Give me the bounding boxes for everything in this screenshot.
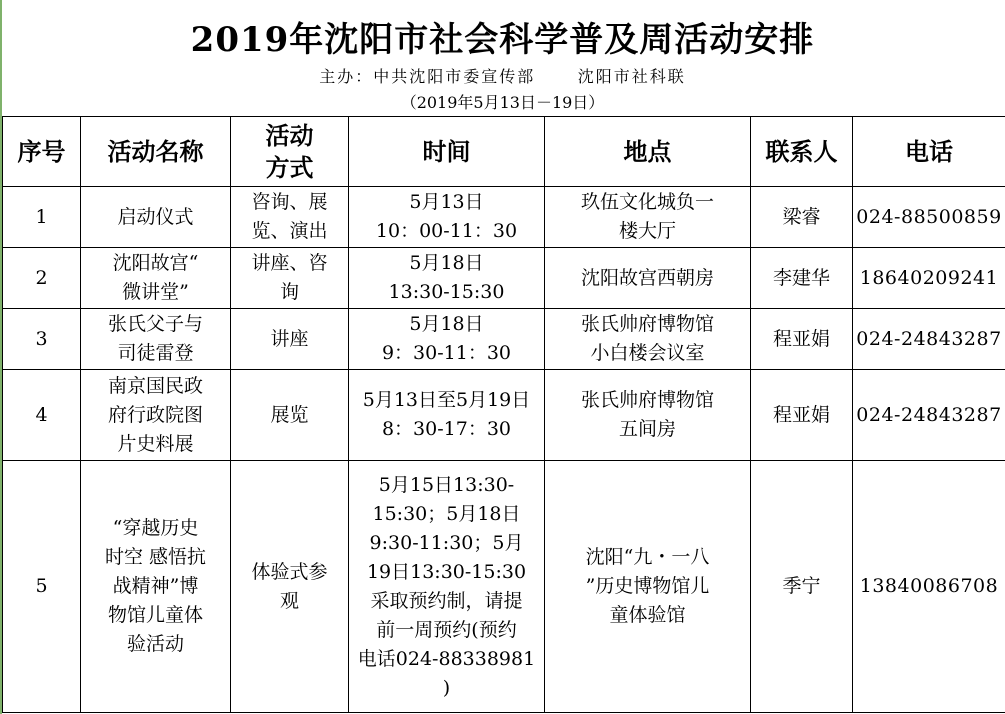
table-row [3,187,1005,248]
organizer-line: 主办：中共沈阳市委宣传部 沈阳市社科联 [319,67,686,86]
cell-place [545,370,751,461]
cell-name [81,248,231,309]
cell-line: 5月13日 [409,191,484,213]
header-mode-line: 活动 [265,120,314,150]
cell-time [349,461,545,713]
cell-line: 童体验馆 [609,604,686,626]
cell-line: 讲座、咨 [251,252,328,274]
cell-line: 物馆儿童体 [107,604,203,626]
header-time: 时间 [349,117,545,187]
cell-place [545,461,751,713]
header-phone: 电话 [853,117,1005,187]
cell-line: 5月15日13:30- [378,473,515,496]
cell-contact: 季宁 [751,461,853,713]
cell-line: 询 [279,281,299,303]
cell-place [545,187,751,248]
cell-line: 19日13:30-15:30 [366,560,527,583]
table-row [3,309,1005,370]
cell-line: 8：30-17：30 [381,418,512,440]
header-mode-line: 方式 [265,152,314,182]
cell-line: 讲座 [270,327,309,350]
header-row [3,117,1005,187]
cell-no: 1 [3,187,81,248]
cell-line: 览、演出 [251,220,328,242]
cell-line: 府行政院图 [107,403,203,426]
cell-place [545,309,751,370]
cell-line: 9:30-11:30；5月 [369,531,524,554]
cell-line: 张氏帅府博物馆 [580,389,714,411]
cell-time [349,187,545,248]
cell-line: 张氏帅府博物馆 [580,313,714,335]
cell-line: 楼大厅 [618,220,676,242]
cell-line: 沈阳故宫西朝房 [580,266,714,289]
cell-line: ”历史博物馆儿 [585,575,710,597]
schedule-table [2,116,1005,713]
cell-time [349,248,545,309]
cell-line: 沈阳故宫“ [112,252,199,274]
page-title: 2019年沈阳市社会科学普及周活动安排 [190,20,815,60]
cell-line: 10：00-11：30 [375,220,518,242]
cell-line: 司徒雷登 [117,342,194,364]
cell-name [81,187,231,248]
cell-line: 5月13日至5月19日 [362,389,531,411]
cell-no: 2 [3,248,81,309]
cell-time [349,370,545,461]
cell-line: 五间房 [618,418,676,440]
cell-no: 5 [3,461,81,713]
cell-line: 电话024-88338981 [357,647,536,670]
header-mode [231,117,349,187]
cell-line: 咨询、展 [251,191,328,213]
cell-line: 9：30-11：30 [381,342,512,364]
cell-line: 小白楼会议室 [590,342,705,364]
cell-contact: 程亚娟 [751,309,853,370]
cell-line: 启动仪式 [117,205,194,228]
cell-line: 南京国民政 [107,374,203,397]
header-place: 地点 [545,117,751,187]
cell-line: 张氏父子与 [107,313,203,335]
cell-line: 微讲堂” [122,281,189,303]
cell-mode [231,248,349,309]
cell-line: 13:30-15:30 [388,281,505,303]
cell-no: 3 [3,309,81,370]
cell-mode [231,187,349,248]
cell-line: 战精神”博 [112,575,199,597]
cell-line: 体验式参 [251,560,328,583]
cell-line: 片史料展 [117,432,194,455]
cell-name [81,370,231,461]
cell-name [81,309,231,370]
cell-contact: 李建华 [751,248,853,309]
cell-phone: 024-24843287 [853,370,1005,461]
date-range: （2019年5月13日－19日） [400,93,605,112]
header-contact: 联系人 [751,117,853,187]
header-no: 序号 [3,117,81,187]
cell-name [81,461,231,713]
table-row [3,461,1005,713]
cell-place [545,248,751,309]
cell-line: 5月18日 [409,252,484,274]
cell-line: 展览 [270,403,309,426]
cell-phone: 024-24843287 [853,309,1005,370]
cell-line: 前一周预约(预约 [376,618,517,641]
cell-line: 验活动 [126,633,184,655]
cell-line: 沈阳“九・一八 [585,546,710,568]
cell-line: 5月18日 [409,313,484,335]
cell-mode [231,370,349,461]
cell-contact: 程亚娟 [751,370,853,461]
cell-line: 时空 感悟抗 [104,546,207,568]
cell-line: ) [442,676,451,699]
cell-line: 采取预约制，请提 [370,589,523,612]
cell-phone: 13840086708 [853,461,1005,713]
cell-line: 15:30；5月18日 [372,502,521,525]
table-row [3,248,1005,309]
cell-mode [231,309,349,370]
table-row [3,370,1005,461]
cell-no: 4 [3,370,81,461]
cell-time [349,309,545,370]
cell-line: “穿越历史 [112,517,199,539]
header-name: 活动名称 [81,117,231,187]
cell-contact: 梁睿 [751,187,853,248]
cell-phone: 18640209241 [853,248,1005,309]
cell-line: 玖伍文化城负一 [580,191,714,213]
cell-phone: 024-88500859 [853,187,1005,248]
cell-line: 观 [279,589,299,612]
cell-mode [231,461,349,713]
